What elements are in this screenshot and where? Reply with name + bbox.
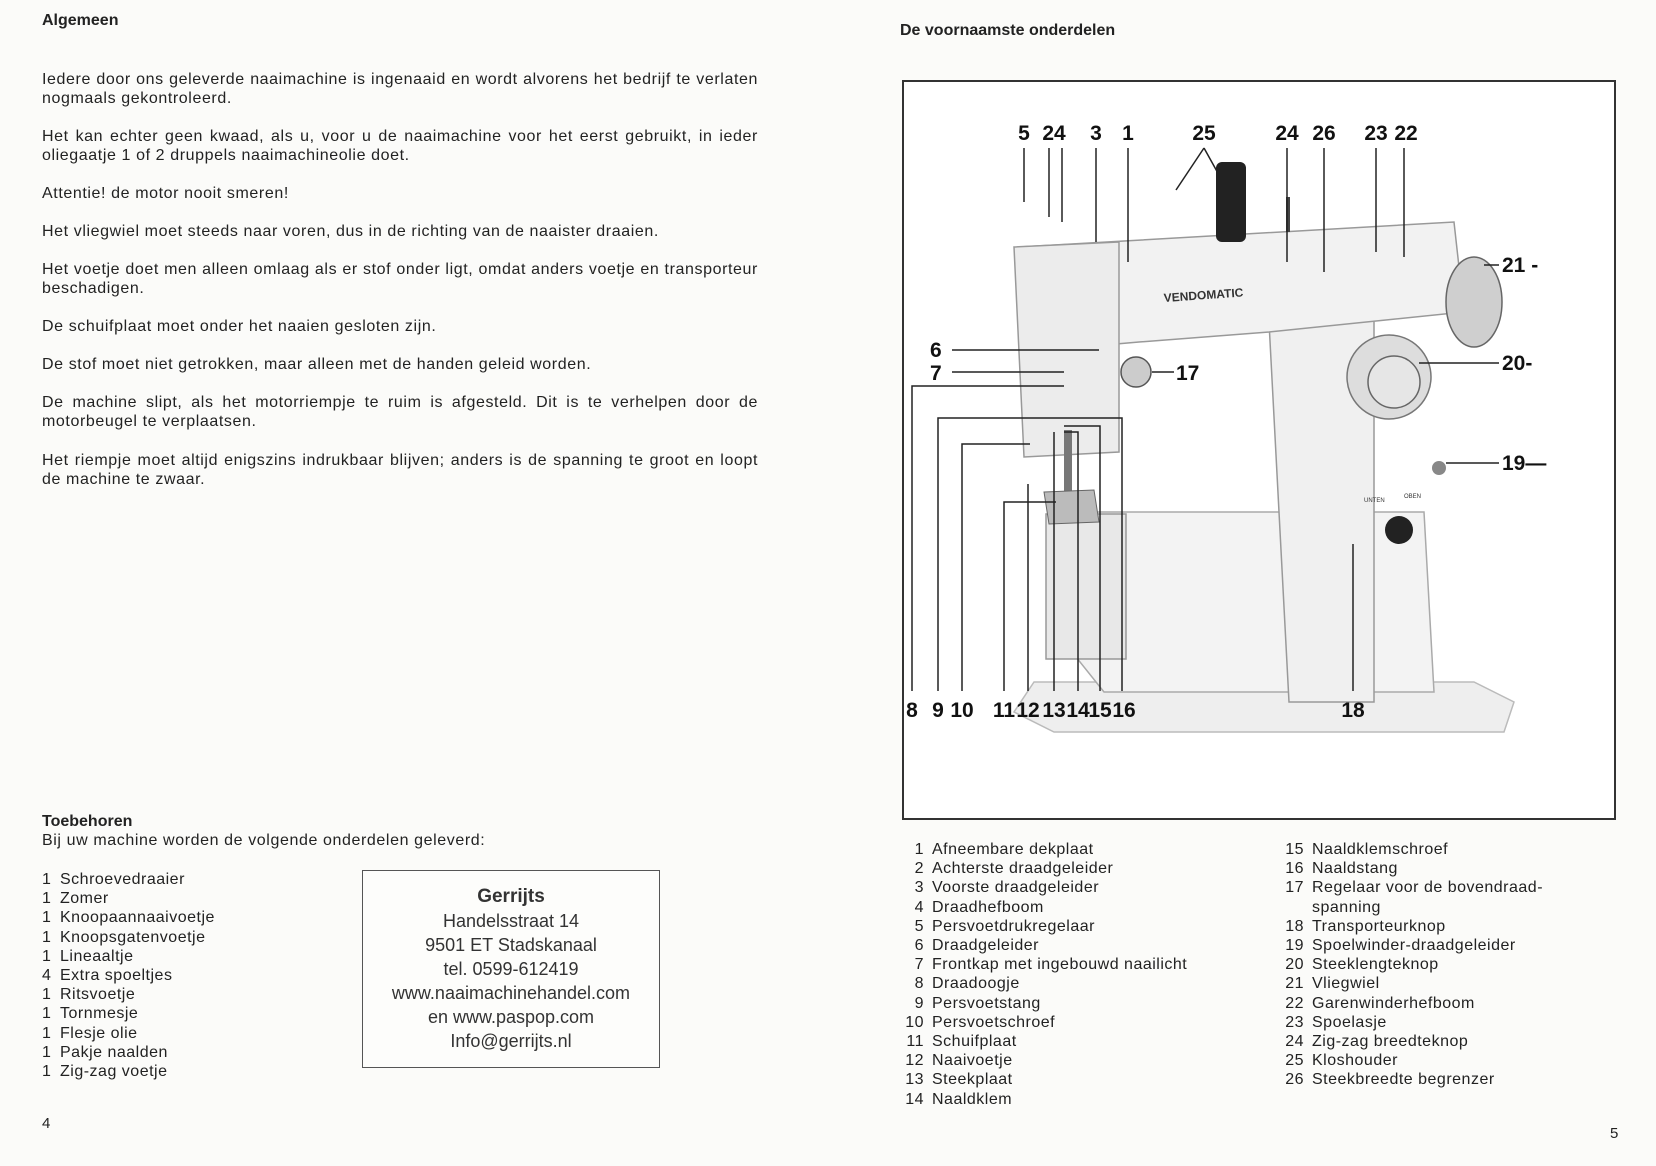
- callout-label: 26: [1312, 122, 1336, 145]
- dealer-stamp: [362, 870, 660, 1068]
- list-item: 1 Pakje naalden: [42, 1043, 168, 1061]
- needle-bar: [1064, 430, 1072, 500]
- free-arm: [1046, 514, 1126, 659]
- callout-label: 21 -: [1502, 254, 1539, 277]
- list-item: 22 Garenwinderhefboom: [1285, 994, 1475, 1012]
- list-item: 1 Lineaaltje: [42, 947, 134, 965]
- stamp-title: Gerrijts: [477, 886, 545, 907]
- list-item: 19 Spoelwinder-draadgeleider: [1285, 937, 1516, 955]
- list-item: 1 Knoopaannaaivoetje: [42, 909, 215, 927]
- callout-label: 18: [1341, 699, 1365, 722]
- callout-label: 24: [1275, 122, 1299, 145]
- list-item: 1 Flesje olie: [42, 1024, 138, 1042]
- list-item: 3 Voorste draadgeleider: [914, 879, 1100, 897]
- list-item: 4 Draadhefboom: [914, 898, 1044, 916]
- list-item: 17 Regelaar voor de bovendraad-: [1285, 879, 1544, 897]
- sewing-machine-figure: [902, 80, 1616, 820]
- list-item: 14 Naaldklem: [905, 1090, 1013, 1108]
- list-item: 25 Kloshouder: [1285, 1052, 1398, 1070]
- left-page: [0, 0, 820, 1166]
- brand-label: VENDOMATIC: [1163, 285, 1244, 305]
- paragraph: De schuifplaat moet onder het naaien gesloten zijn.: [42, 318, 437, 335]
- accessories-intro: Bij uw machine worden de volgende onderdelen geleverd:: [42, 832, 486, 849]
- callout-label: 19—: [1502, 452, 1547, 475]
- sewing-machine-illustration: [904, 82, 1614, 818]
- list-item: 12 Naaivoetje: [905, 1052, 1013, 1070]
- dial-label-unten: UNTEN: [1364, 498, 1385, 504]
- list-item: 1 Knoopsgatenvoetje: [42, 928, 206, 946]
- paragraph: Het voetje doet men alleen omlaag als er stof onder ligt, omdat anders voetje en transporteur beschadigen.: [42, 261, 758, 297]
- callout-label: 14: [1066, 699, 1090, 722]
- accessories-list: [42, 870, 215, 1081]
- thread-spool: [1216, 162, 1246, 242]
- paragraph: Het vliegwiel moet steeds naar voren, dus in de richting van de naaister draaien.: [42, 223, 659, 240]
- list-item: 18 Transporteurknop: [1285, 917, 1446, 935]
- callout-label: 7: [930, 362, 942, 385]
- page-number: 4: [42, 1115, 51, 1132]
- callout-label: 15: [1088, 699, 1112, 722]
- list-item: 1 Zomer: [42, 890, 109, 908]
- list-item: spanning: [1312, 898, 1381, 916]
- callout-label: 22: [1394, 122, 1418, 145]
- callout-label: 3: [1090, 122, 1102, 145]
- list-item: 2 Achterste draadgeleider: [914, 860, 1114, 878]
- list-item: 5 Persvoetdrukregelaar: [914, 917, 1095, 935]
- stamp-line: Info@gerrijts.nl: [450, 1031, 572, 1051]
- stamp-line: tel. 0599-612419: [443, 959, 579, 979]
- list-item: 1 Ritsvoetje: [42, 986, 136, 1004]
- callout-label: 13: [1042, 699, 1066, 722]
- parts-list-col1: [904, 840, 1187, 1109]
- list-item: 23 Spoelasje: [1285, 1013, 1387, 1031]
- list-item: 1 Zig-zag voetje: [42, 1063, 168, 1081]
- page-number: 5: [1610, 1125, 1619, 1142]
- stamp-line: 9501 ET Stadskanaal: [425, 935, 597, 955]
- paragraph: De stof moet niet getrokken, maar alleen met de handen geleid worden.: [42, 356, 592, 373]
- list-item: 7 Frontkap met ingebouwd naailicht: [914, 956, 1188, 974]
- list-item: 20 Steeklengteknop: [1285, 956, 1439, 974]
- flywheel: [1446, 257, 1502, 347]
- stamp-line: Handelsstraat 14: [442, 911, 580, 931]
- list-item: 11 Schuifplaat: [906, 1033, 1017, 1051]
- list-item: 15 Naaldklemschroef: [1285, 841, 1449, 858]
- stamp-line: en www.paspop.com: [427, 1007, 595, 1027]
- paragraph: De machine slipt, als het motorriempje te ruim is afgesteld. Dit is te verhelpen door de motorbeugel te verplaatsen.: [42, 394, 758, 430]
- feed-dog-knob: [1385, 516, 1413, 544]
- callout-label: 11: [992, 699, 1016, 722]
- list-item: 16 Naaldstang: [1285, 860, 1398, 878]
- stamp-line: www.naaimachinehandel.com: [391, 983, 631, 1003]
- callout-label: 24: [1042, 122, 1066, 145]
- callout-label: 16: [1112, 699, 1136, 722]
- list-item: 26 Steekbreedte begrenzer: [1285, 1071, 1495, 1089]
- callout-label: 6: [930, 339, 942, 362]
- section-heading-accessories: Toebehoren: [42, 813, 133, 830]
- callout-label: 10: [950, 699, 974, 722]
- list-item: 8 Draadoogje: [914, 975, 1020, 993]
- parts-list-col2: [1280, 840, 1543, 1090]
- list-item: 1 Afneembare dekplaat: [914, 841, 1094, 858]
- paragraph: Attentie! de motor nooit smeren!: [42, 185, 289, 202]
- callout-label: 12: [1016, 699, 1040, 722]
- callout-label: 8: [906, 699, 918, 722]
- list-item: 10 Persvoetschroef: [905, 1013, 1056, 1031]
- list-item: 21 Vliegwiel: [1285, 975, 1380, 993]
- callout-label: 23: [1364, 122, 1388, 145]
- callout-label: 25: [1192, 122, 1216, 145]
- presser-foot: [1044, 490, 1099, 524]
- list-item: 24 Zig-zag breedteknop: [1285, 1033, 1469, 1051]
- callout-label: 20-: [1502, 352, 1533, 375]
- callout-label: 17: [1176, 362, 1200, 385]
- list-item: 9 Persvoetstang: [914, 994, 1041, 1012]
- paragraph: Het kan echter geen kwaad, als u, voor u de naaimachine voor het eerst gebruikt, in ieder oliegaatje 1 of 2 druppels naaimachineolie doet.: [42, 128, 758, 164]
- dial-label-oben: OBEN: [1404, 494, 1422, 500]
- section-heading-main-parts: De voornaamste onderdelen: [900, 22, 1116, 39]
- callout-label: 1: [1122, 122, 1134, 145]
- list-item: 4 Extra spoeltjes: [42, 967, 173, 985]
- list-item: 1 Tornmesje: [42, 1005, 139, 1023]
- list-item: 13 Steekplaat: [905, 1071, 1013, 1089]
- paragraph: Het riempje moet altijd enigszins indrukbaar blijven; anders is de spanning te groot en loopt de machine te zwaar.: [42, 452, 758, 488]
- section-heading-general: Algemeen: [42, 12, 119, 29]
- callout-label: 9: [932, 699, 944, 722]
- paragraph: Iedere door ons geleverde naaimachine is ingenaaid en wordt alvorens het bedrijf te verlaten nogmaals gekontroleerd.: [42, 71, 758, 107]
- callout-label: 5: [1018, 122, 1030, 145]
- list-item: 1 Schroevedraaier: [42, 871, 185, 888]
- list-item: 6 Draadgeleider: [914, 937, 1040, 955]
- tension-knob: [1121, 357, 1151, 387]
